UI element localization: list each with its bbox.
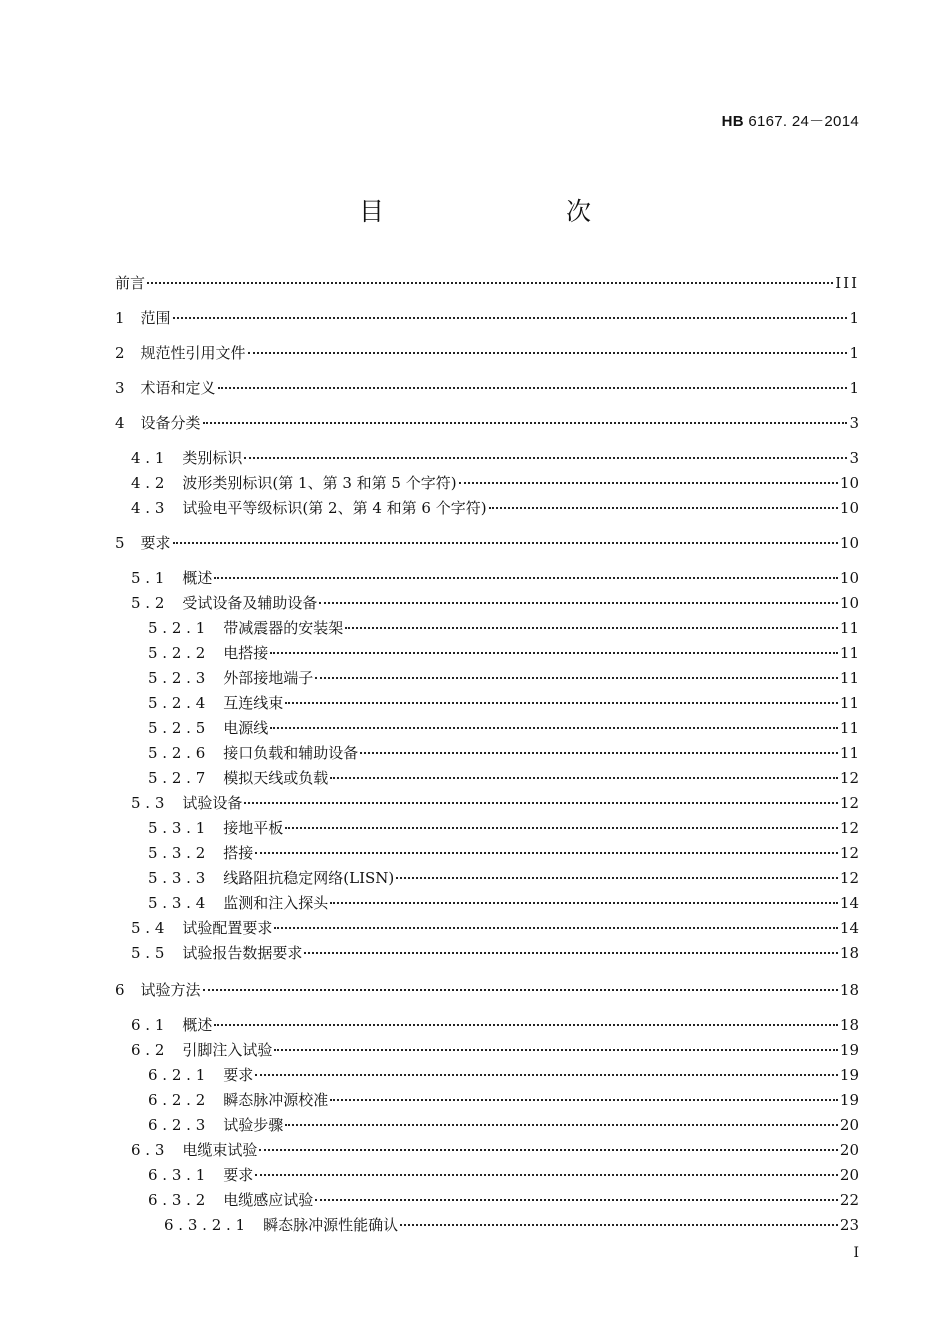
toc-entry[interactable] (115, 980, 859, 1000)
toc-entry[interactable] (164, 1215, 859, 1235)
dot-leader (259, 1149, 837, 1151)
toc-entry-page: 23 (839, 1216, 859, 1234)
toc-entry-number: 5 . 1 (131, 569, 165, 587)
dot-leader (173, 542, 838, 544)
dot-leader (396, 877, 838, 879)
toc-entry-page: III (835, 274, 859, 292)
toc-entry-number: 5 . 3 . 4 (148, 894, 206, 912)
toc-entry[interactable] (148, 1115, 859, 1135)
toc-entry[interactable] (115, 533, 859, 553)
toc-entry-title: 术语和定义 (140, 379, 216, 397)
toc-entry-title: 电搭接 (223, 644, 269, 662)
dot-leader (304, 952, 837, 954)
toc-entry[interactable] (148, 1165, 859, 1185)
toc-entry-title: 引脚注入试验 (182, 1041, 273, 1059)
toc-entry[interactable] (148, 843, 859, 863)
dot-leader (274, 1049, 837, 1051)
toc-entry[interactable] (131, 473, 859, 493)
toc-entry-title: 概述 (182, 1016, 213, 1034)
toc-entry-title: 接地平板 (223, 819, 284, 837)
toc-entry-title: 要求 (140, 534, 171, 552)
toc-entry-title: 电缆感应试验 (223, 1191, 314, 1209)
toc-entry[interactable] (115, 378, 859, 398)
toc-entry-page: 12 (839, 769, 859, 787)
toc-entry-title: 要求 (223, 1166, 254, 1184)
toc-entry[interactable] (148, 693, 859, 713)
toc-entry-page: 10 (839, 474, 859, 492)
toc-entry[interactable] (148, 1090, 859, 1110)
dot-leader (400, 1224, 838, 1226)
toc-entry[interactable] (148, 768, 859, 788)
dot-leader (330, 777, 838, 779)
toc-entry[interactable] (115, 413, 859, 433)
standard-prefix: HB (721, 113, 744, 130)
toc-entry[interactable] (148, 893, 859, 913)
toc-entry-title: 试验电平等级标识(第 2、第 4 和第 6 个字符) (182, 499, 487, 517)
toc-entry-page: 3 (849, 414, 859, 432)
toc-entry-number: 6 . 3 . 1 (148, 1166, 206, 1184)
toc-entry-title: 搭接 (223, 844, 254, 862)
dot-leader (489, 507, 838, 509)
dot-leader (315, 1199, 838, 1201)
dot-leader (214, 577, 837, 579)
toc-entry-page: 10 (839, 594, 859, 612)
dot-leader (203, 989, 838, 991)
toc-entry-title: 模拟天线或负载 (223, 769, 329, 787)
dot-leader (147, 282, 833, 284)
toc-entry-number: 6 . 3 . 2 (148, 1191, 206, 1209)
toc-entry[interactable] (131, 568, 859, 588)
dot-leader (459, 482, 838, 484)
dot-leader (315, 677, 838, 679)
toc-entry[interactable] (131, 918, 859, 938)
toc-entry[interactable] (148, 643, 859, 663)
toc-entry[interactable] (148, 1065, 859, 1085)
dot-leader (330, 1099, 838, 1101)
toc-entry[interactable] (148, 718, 859, 738)
dot-leader (214, 1024, 837, 1026)
toc-entry-title: 接口负载和辅助设备 (223, 744, 359, 762)
dot-leader (270, 652, 838, 654)
dot-leader (244, 802, 837, 804)
toc-entry[interactable] (131, 943, 859, 963)
toc-entry-page: 19 (839, 1066, 859, 1084)
toc-entry-number: 5 . 2 . 3 (148, 669, 206, 687)
toc-entry[interactable] (131, 448, 859, 468)
toc-entry-title: 试验步骤 (223, 1116, 284, 1134)
toc-entry-page: 1 (849, 309, 859, 327)
dot-leader (285, 1124, 838, 1126)
toc-entry-page: 10 (839, 569, 859, 587)
toc-entry-title: 瞬态脉冲源校准 (223, 1091, 329, 1109)
dot-leader (319, 602, 837, 604)
toc-entry-page: 12 (839, 819, 859, 837)
toc-entry-number: 5 . 2 . 7 (148, 769, 206, 787)
page-title: 目 次 (358, 197, 635, 226)
toc-entry-number: 5 . 2 (131, 594, 165, 612)
dot-leader (285, 827, 838, 829)
toc-entry[interactable] (131, 498, 859, 518)
toc-entry-page: 14 (839, 894, 859, 912)
toc-entry-number: 5 . 2 . 1 (148, 619, 206, 637)
toc-entry-number: 5 . 2 . 2 (148, 644, 206, 662)
dot-leader (248, 352, 848, 354)
toc-entry-number: 5 . 5 (131, 944, 165, 962)
toc-entry[interactable] (131, 793, 859, 813)
toc-entry-page: 18 (839, 944, 859, 962)
toc-entry-page: 19 (839, 1041, 859, 1059)
toc-entry-number: 6 . 2 . 1 (148, 1066, 206, 1084)
dot-leader (360, 752, 838, 754)
toc-entry[interactable] (115, 343, 859, 363)
toc-entry[interactable] (115, 308, 859, 328)
toc-entry-title: 试验方法 (140, 981, 201, 999)
dot-leader (285, 702, 838, 704)
toc-entry-title: 瞬态脉冲源性能确认 (263, 1216, 399, 1234)
toc-entry[interactable] (131, 1140, 859, 1160)
toc-entry-page: 11 (839, 694, 859, 712)
toc-entry-number: 6 . 3 (131, 1141, 165, 1159)
toc-entry-page: 19 (839, 1091, 859, 1109)
toc-entry-number: 1 (115, 309, 125, 327)
dot-leader (274, 927, 837, 929)
toc-entry-number: 5 . 3 . 1 (148, 819, 206, 837)
toc-entry-title: 带减震器的安装架 (223, 619, 344, 637)
toc-entry-title: 范围 (140, 309, 171, 327)
toc-entry-title: 监测和注入探头 (223, 894, 329, 912)
toc-entry[interactable] (148, 668, 859, 688)
toc-entry-number: 4 (115, 414, 125, 432)
toc-entry-page: 20 (839, 1141, 859, 1159)
toc-entry[interactable] (115, 273, 859, 293)
toc-entry-title: 外部接地端子 (223, 669, 314, 687)
dot-leader (173, 317, 848, 319)
dot-leader (255, 1074, 838, 1076)
dot-leader (330, 902, 838, 904)
page-number: I (853, 1245, 859, 1261)
toc-entry-number: 5 . 3 . 2 (148, 844, 206, 862)
toc-entry-page: 10 (839, 499, 859, 517)
toc-entry-title: 试验报告数据要求 (182, 944, 303, 962)
toc-entry-number: 6 . 2 . 3 (148, 1116, 206, 1134)
toc-entry-page: 11 (839, 619, 859, 637)
toc-entry-page: 11 (839, 669, 859, 687)
standard-number: 6167. 24－2014 (748, 113, 859, 130)
toc-entry-page: 12 (839, 844, 859, 862)
toc-entry-number: 2 (115, 344, 125, 362)
toc-entry-page: 14 (839, 919, 859, 937)
toc-entry[interactable] (131, 1040, 859, 1060)
toc-entry-number: 6 . 1 (131, 1016, 165, 1034)
toc-entry[interactable] (131, 1015, 859, 1035)
toc-entry-number: 5 . 2 . 6 (148, 744, 206, 762)
toc-entry-page: 20 (839, 1116, 859, 1134)
dot-leader (345, 627, 838, 629)
toc-entry-page: 18 (839, 1016, 859, 1034)
toc-entry-page: 11 (839, 644, 859, 662)
toc-entry-page: 20 (839, 1166, 859, 1184)
toc-entry-number: 5 . 3 (131, 794, 165, 812)
dot-leader (255, 1174, 838, 1176)
toc-entry-number: 5 . 2 . 5 (148, 719, 206, 737)
dot-leader (270, 727, 838, 729)
toc-entry-title: 电源线 (223, 719, 269, 737)
toc-entry-number: 5 . 3 . 3 (148, 869, 206, 887)
toc-entry[interactable] (148, 818, 859, 838)
toc-entry-page: 1 (849, 344, 859, 362)
toc-entry-title: 设备分类 (140, 414, 201, 432)
toc-entry[interactable] (148, 618, 859, 638)
toc-entry-number: 6 (115, 981, 125, 999)
toc-entry-title: 要求 (223, 1066, 254, 1084)
toc-entry-number: 4 . 1 (131, 449, 165, 467)
dot-leader (203, 422, 848, 424)
toc-entry-title: 电缆束试验 (182, 1141, 258, 1159)
toc-entry-title: 规范性引用文件 (140, 344, 246, 362)
toc-entry-title: 前言 (115, 274, 146, 292)
toc-entry-page: 18 (839, 981, 859, 999)
toc-entry-number: 6 . 2 (131, 1041, 165, 1059)
toc-entry-page: 11 (839, 719, 859, 737)
toc-entry-page: 3 (849, 449, 859, 467)
toc-entry[interactable] (148, 868, 859, 888)
toc-entry-page: 12 (839, 794, 859, 812)
dot-leader (255, 852, 838, 854)
dot-leader (244, 457, 847, 459)
toc-entry-title: 受试设备及辅助设备 (182, 594, 318, 612)
toc-entry-title: 试验设备 (182, 794, 243, 812)
toc-entry-number: 5 . 2 . 4 (148, 694, 206, 712)
toc-entry-page: 11 (839, 744, 859, 762)
toc-entry[interactable] (131, 593, 859, 613)
toc-entry-number: 5 (115, 534, 125, 552)
toc-entry-title: 线路阻抗稳定网络(LISN) (223, 869, 395, 887)
toc-entry-page: 12 (839, 869, 859, 887)
toc-entry-number: 6 . 3 . 2 . 1 (164, 1216, 246, 1234)
toc-entry-number: 3 (115, 379, 125, 397)
toc-entry-title: 类别标识 (182, 449, 243, 467)
toc-entry[interactable] (148, 743, 859, 763)
toc-entry-page: 1 (849, 379, 859, 397)
toc-entry-number: 4 . 2 (131, 474, 165, 492)
toc-entry-title: 互连线束 (223, 694, 284, 712)
toc-entry[interactable] (148, 1190, 859, 1210)
toc-entry-number: 5 . 4 (131, 919, 165, 937)
toc-entry-page: 10 (839, 534, 859, 552)
toc-entry-title: 试验配置要求 (182, 919, 273, 937)
dot-leader (218, 387, 848, 389)
toc-entry-number: 4 . 3 (131, 499, 165, 517)
toc-entry-title: 概述 (182, 569, 213, 587)
toc-entry-number: 6 . 2 . 2 (148, 1091, 206, 1109)
toc-entry-page: 22 (839, 1191, 859, 1209)
toc-entry-title: 波形类别标识(第 1、第 3 和第 5 个字符) (182, 474, 457, 492)
